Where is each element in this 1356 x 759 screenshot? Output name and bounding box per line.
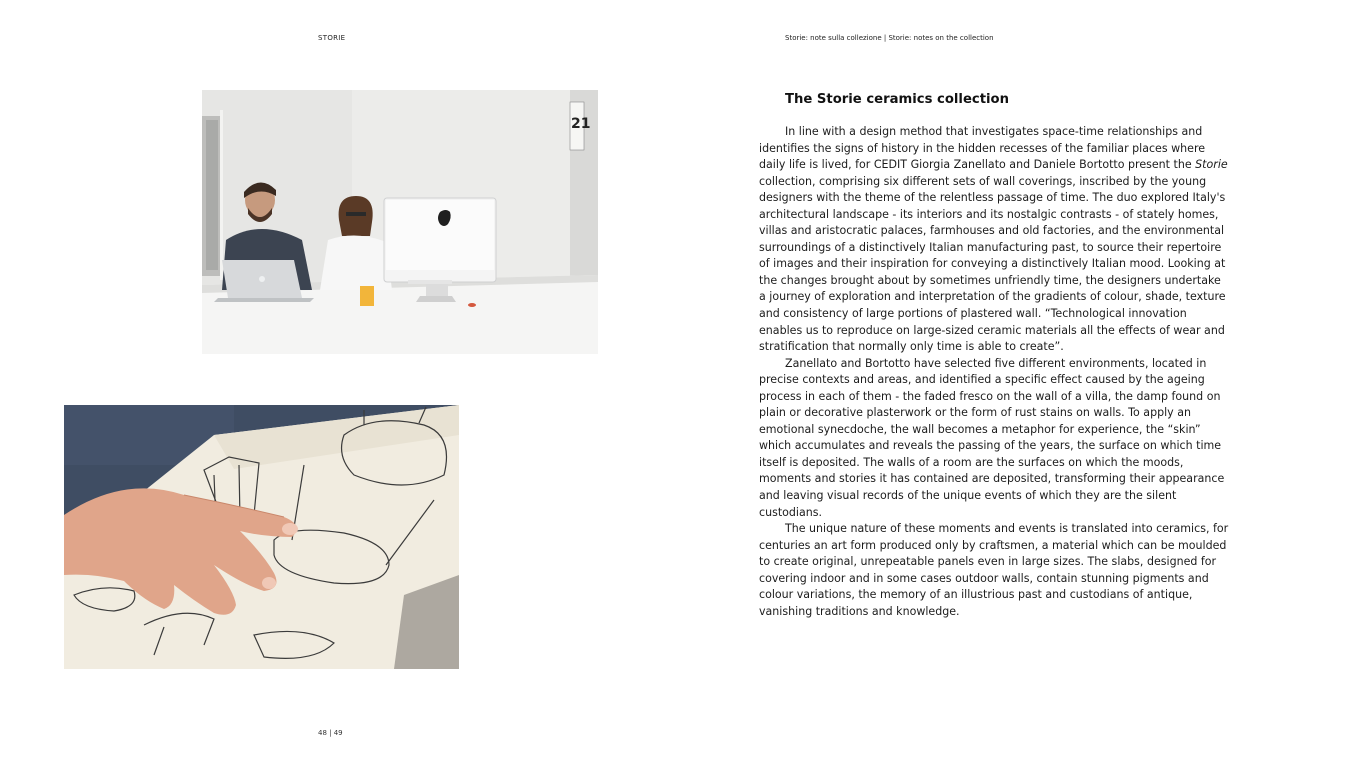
paragraph-text: collection, comprising six different sets of wall coverings, inscribed by the young designers with the theme of the relentless passage of time. The duo explored Italy's architectural landscape - its interiors and its nostalgic contrasts - of stately homes, villas and aristocratic palaces, farmhouses and old factories, and the environmental surroundings of a distinctively Italian manufacturing past, to source their repertoire of images and their inspiration for conveying a distinctively Italian mood. Looking at the changes brought about by sometimes unfriendly time, the designers undertake a journey of exploration and interpretation of the gradients of colour, shade, texture and consistency of large portions of plastered wall. “Technological innovation enables us to reproduce on large-sized ceramic materials all the effects of wear and stratification that normally only time is able to create”.: [759, 174, 1226, 354]
article-paragraph: [759, 124, 1229, 356]
running-title-right: Storie: note sulla collezione | Storie: notes on the collection: [785, 34, 994, 42]
sketchbook-photo: [64, 405, 459, 669]
article-paragraph: Zanellato and Bortotto have selected five different environments, located in precise contexts and areas, and identified a specific effect caused by the ageing process in each of them - the faded fresco on the wall of a villa, the damp found on plain or decorative plasterwork or the form of rust stains on walls. To apply an emotional synecdoche, the wall becomes a metaphor for experience, the “skin” which accumulates and reveals the passing of the years, the surface on which time itself is deposited. The walls of a room are the surfaces on which the moods, moments and stories it has contained are deposited, transforming their appearance and leaving visual records of the unique events of which they are the silent custodians.: [759, 356, 1225, 519]
collection-name: Storie: [1195, 158, 1228, 172]
page-numbers: 48 | 49: [318, 729, 343, 737]
designers-photo: [202, 90, 598, 354]
article-title: The Storie ceramics collection: [785, 92, 1009, 107]
article-paragraph: The unique nature of these moments and events is translated into ceramics, for centuries an art form produced only by craftsmen, a material which can be moulded to create original, unrepeatable panels even in large sizes. The slabs, designed for covering indoor and in some cases outdoor walls, contain stunning pigments and colour variations, the memory of an illustrious past and custodians of antique, vanishing traditions and knowledge.: [759, 522, 1229, 618]
paragraph-text: In line with a design method that investigates space-time relationships and identifies the signs of history in the hidden recesses of the familiar places where daily life is lived, for CEDIT Giorgia Zanellato and Daniele Bortotto present the: [759, 125, 1206, 172]
svg-text:21: 21: [571, 116, 591, 132]
article: [759, 92, 1229, 620]
running-title-left: STORIE: [318, 34, 346, 42]
